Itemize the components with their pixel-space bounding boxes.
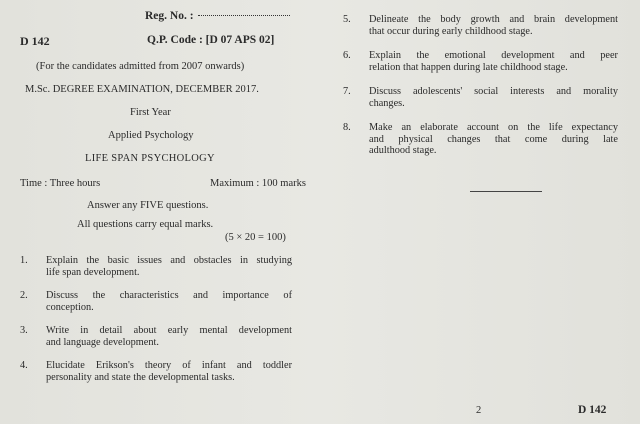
question-number: 1. [20, 255, 28, 266]
question-number: 4. [20, 360, 28, 371]
marks-formula: (5 × 20 = 100) [225, 232, 286, 243]
question-number: 7. [343, 86, 351, 97]
paper-title: LIFE SPAN PSYCHOLOGY [85, 153, 215, 164]
question-line: personality and state the developmental tasks. [46, 371, 235, 383]
exam-duration: Time : Three hours [20, 178, 101, 189]
qp-code: Q.P. Code : [D 07 APS 02] [147, 34, 275, 46]
paper-code: D 142 [20, 34, 50, 48]
question-number: 6. [343, 50, 351, 61]
question-line: and physical changes that come during late [369, 133, 618, 145]
instruction-answer: Answer any FIVE questions. [87, 200, 209, 211]
question-line: adulthood stage. [369, 145, 437, 156]
question-text [369, 122, 618, 157]
question-line: Make an elaborate account on the life expectancy [369, 122, 618, 133]
question-line: Discuss the characteristics and importance of [46, 290, 292, 301]
question-text [46, 290, 292, 313]
question-text [369, 86, 618, 109]
question-line: changes. [369, 97, 405, 109]
question-line: that occur during early childhood stage. [369, 25, 533, 37]
question-text [46, 360, 292, 383]
question-text [369, 50, 618, 73]
question-number: 2. [20, 290, 28, 301]
end-separator-line [470, 191, 542, 192]
question-line: life span development. [46, 266, 140, 278]
footer-paper-code: D 142 [578, 404, 607, 416]
exam-year: First Year [130, 107, 171, 118]
question-number: 5. [343, 14, 351, 25]
question-line: Explain the emotional development and peer [369, 50, 618, 61]
question-number: 3. [20, 325, 28, 336]
question-text [46, 255, 292, 278]
exam-title: M.Sc. DEGREE EXAMINATION, DECEMBER 2017. [25, 84, 259, 95]
question-line: Explain the basic issues and obstacles in studying [46, 255, 292, 266]
question-line: and language development. [46, 336, 159, 348]
question-line: conception. [46, 301, 94, 313]
question-text [46, 325, 292, 348]
exam-subject: Applied Psychology [108, 130, 194, 141]
page-number: 2 [476, 405, 482, 416]
question-line: Delineate the body growth and brain development [369, 14, 618, 25]
question-line: Discuss adolescents' social interests and morality [369, 86, 618, 97]
maximum-marks: Maximum : 100 marks [210, 178, 306, 189]
instruction-marks: All questions carry equal marks. [77, 219, 214, 230]
question-number: 8. [343, 122, 351, 133]
reg-no-label: Reg. No. : [145, 10, 290, 22]
candidates-note: (For the candidates admitted from 2007 onwards) [36, 61, 245, 72]
question-line: relation that happen during late childhood stage. [369, 61, 568, 73]
question-text [369, 14, 618, 37]
question-line: Write in detail about early mental development [46, 325, 292, 336]
reg-no-line [198, 15, 290, 16]
question-line: Elucidate Erikson's theory of infant and toddler [46, 360, 292, 371]
